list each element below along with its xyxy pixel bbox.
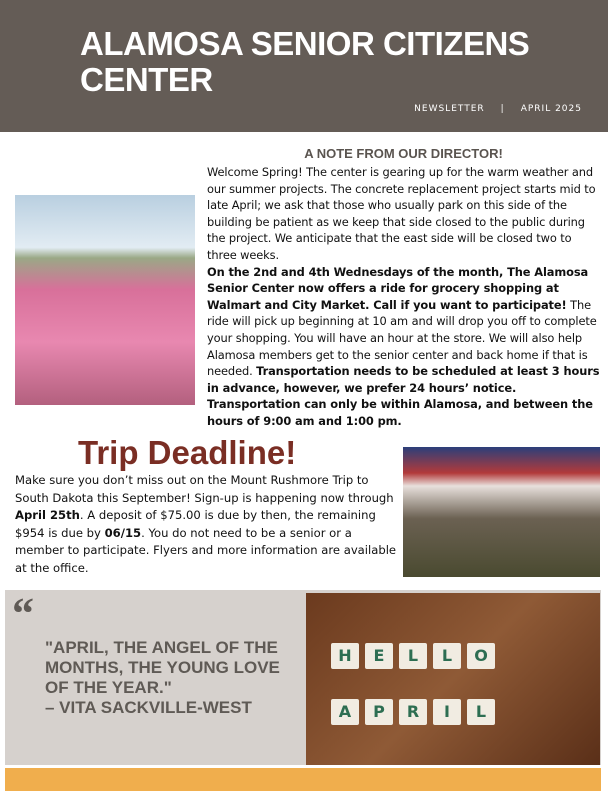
- hello-april-image: [306, 593, 600, 765]
- tile: H: [331, 643, 359, 669]
- director-ride-bold: On the 2nd and 4th Wednesdays of the month, The Alamosa Senior Center now offers a ride for grocery shopping at Walmart and City Market. Call if you want to participate!: [207, 264, 589, 312]
- trip-t3: . You do not need to be a senior or a member to participate. Flyers and more information are available at the office.: [15, 525, 397, 575]
- quote-author: – VITA SACKVILLE-WEST: [45, 698, 252, 717]
- tile: L: [433, 643, 461, 669]
- trip-t1: Make sure you don’t miss out on the Mount Rushmore Trip to South Dakota this September! Sign-up is happening now through: [15, 473, 394, 505]
- director-transport-bold: Transportation needs to be scheduled at least 3 hours in advance, however, we prefer 24 hours’ notice. Transportation can only be within Alamosa, and between the hours of 9:00 am and 1:00 pm.: [207, 364, 600, 428]
- director-p1: Welcome Spring! The center is gearing up for the warm weather and our summer projects. The concrete replacement project starts mid to late April; we ask that those who usually park on this side of the building be patient as we keep that side closed to the public during the project. We anticipate that the east side will be closed two to three weeks.: [207, 165, 596, 262]
- quote-text: [45, 638, 305, 718]
- director-heading: A NOTE FROM OUR DIRECTOR!: [304, 146, 503, 161]
- tiles-row-1: [331, 643, 495, 669]
- director-p2: The ride will pick up beginning at 10 am and will drop you off to complete your shopping. You will have an hour at the store. We will also help Alamosa members get to the senior center and back home if that is needed.: [207, 297, 597, 379]
- separator: |: [500, 104, 505, 114]
- trip-heading: Trip Deadline!: [78, 434, 297, 471]
- tile: E: [365, 643, 393, 669]
- tile: P: [365, 699, 393, 725]
- issue-date: APRIL 2025: [520, 104, 582, 114]
- tile: I: [433, 699, 461, 725]
- trip-deadline: April 25th: [15, 508, 80, 523]
- trip-t2: . A deposit of $75.00 is due by then, the remaining $954 is due by: [15, 508, 376, 540]
- newsletter-subtitle: [406, 104, 590, 114]
- tile: A: [331, 699, 359, 725]
- director-note: [207, 164, 600, 430]
- tulip-field-image: [15, 195, 195, 405]
- mount-rushmore-image: [403, 447, 600, 577]
- footer-bar: [5, 768, 601, 791]
- tile: L: [467, 699, 495, 725]
- quote-body: "APRIL, THE ANGEL OF THE MONTHS, THE YOUNG LOVE OF THE YEAR.": [45, 638, 280, 697]
- tile: O: [467, 643, 495, 669]
- tile: L: [399, 643, 427, 669]
- trip-balance-date: 06/15: [104, 525, 142, 540]
- newsletter-title: ALAMOSA SENIOR CITIZENS CENTER: [80, 25, 530, 98]
- trip-text: [15, 472, 400, 578]
- tiles-row-2: [331, 699, 495, 725]
- quote-mark-icon: “: [12, 589, 34, 638]
- tile: R: [399, 699, 427, 725]
- newsletter-label: NEWSLETTER: [414, 104, 485, 114]
